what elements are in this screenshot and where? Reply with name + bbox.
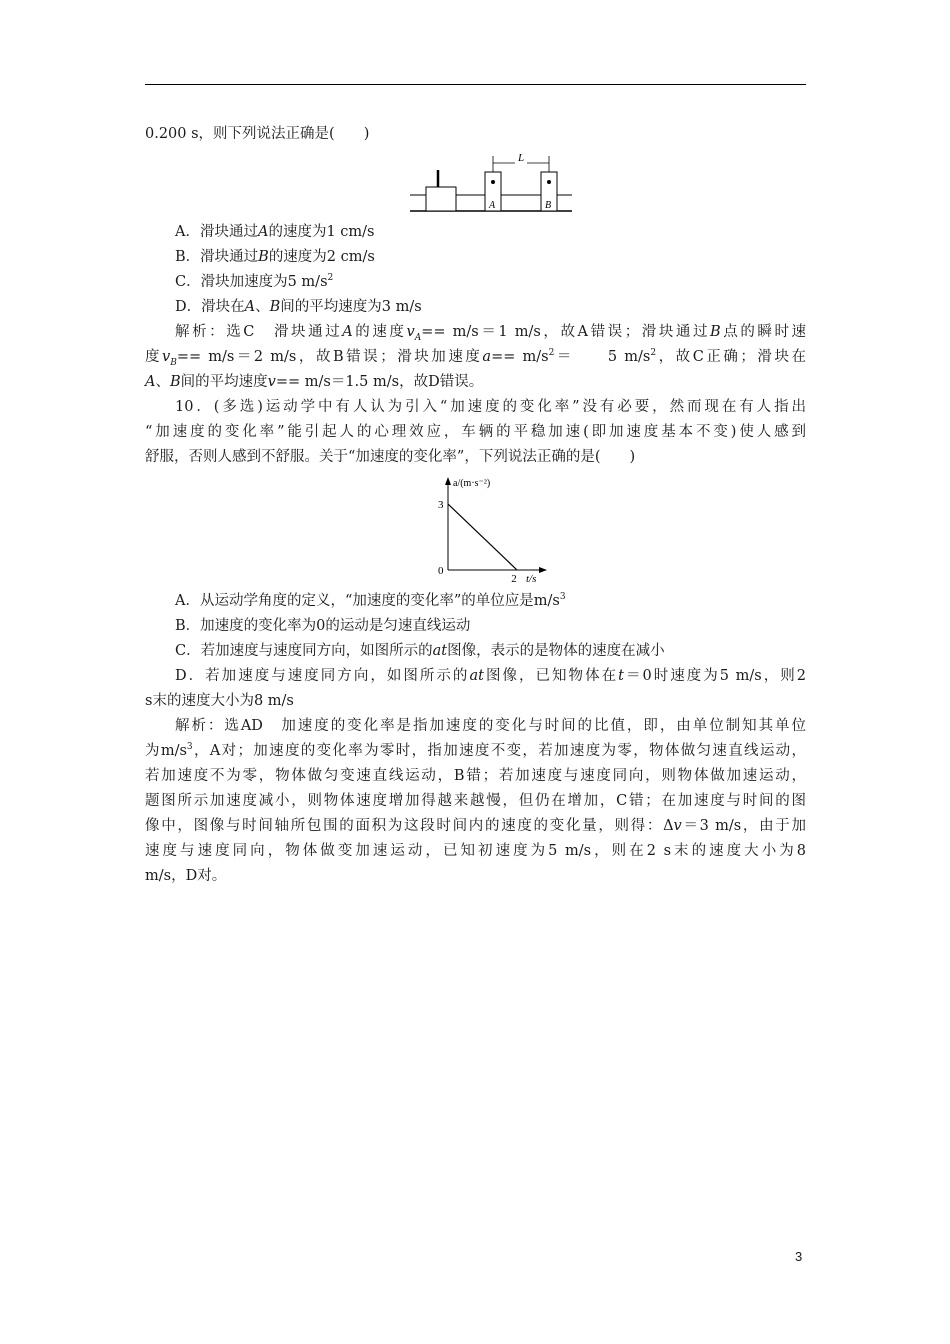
q10-stem-line2: “加速度的变化率”能引起人的心理效应，车辆的平稳加速(即加速度基本不变)使人感到 <box>145 424 806 440</box>
q10-stem-line3: 舒服，否则人感到不舒服。关于“加速度的变化率”，下列说法正确的是( ) <box>145 449 636 465</box>
q9-analysis-line2: 度$v_B== m/s=2$ m/s，故B错误；滑块加速度$a== m/s^2=$ 5 $m/s^2$，故C正确；滑块在 <box>145 348 806 368</box>
q10-option-a: A．从运动学角度的定义，“加速度的变化率”的单位应是$m/s^3$ <box>175 592 566 609</box>
q10-analysis-line7: m/s，D对。 <box>145 868 227 884</box>
q9-option-b: B．滑块通过B的速度为2 cm/s <box>175 249 375 265</box>
q10-analysis-line6: 速度与速度同向，物体做变加速运动，已知初速度为5 m/s，则在2 s末的速度大小为8 <box>145 843 806 859</box>
x-axis-label: t/s <box>526 573 537 585</box>
q10-at-graph <box>428 474 550 586</box>
gate-a-dot <box>491 180 495 184</box>
q10-analysis-line1: 解析：选AD 加速度的变化率是指加速度的变化与时间的比值，即，由单位制知其单位 <box>175 718 806 734</box>
q9-option-c: C．滑块加速度为5 $m/s^2$ <box>175 273 334 290</box>
q10-analysis-line2: 为$m/s^3$，A对；加速度的变化率为零时，指加速度不变，若加速度为零，物体做匀速直线运动， <box>145 742 807 759</box>
label-b: B <box>544 200 552 211</box>
at-line <box>448 504 517 570</box>
q10-analysis-line4: 题图所示加速度减小，则物体速度增加得越来越慢，但仍在增加，C错；在加速度与时间的图 <box>145 793 806 809</box>
q9-option-d: D．滑块在A、B间的平均速度为3 m/s <box>175 299 422 315</box>
y-tick-label: 3 <box>438 499 444 511</box>
page-number: 3 <box>795 1249 803 1264</box>
q10-option-b: B．加速度的变化率为0的运动是匀速直线运动 <box>175 618 471 634</box>
q9-option-a: A．滑块通过A的速度为1 cm/s <box>175 224 375 240</box>
q10-option-d-line2: s末的速度大小为8 m/s <box>145 693 294 709</box>
q9-analysis-line1: 解析：选C 滑块通过A的速度$v_A== m/s=1$ m/s，故A错误；滑块通过B点的瞬时速 <box>175 324 807 343</box>
q10-analysis-line5: 像中，图像与时间轴所包围的面积为这段时间内的速度的变化量，则得：Δv＝3 m/s，由于加 <box>145 818 806 834</box>
y-axis-label: a/(m·s⁻²) <box>453 478 491 489</box>
label-l: L <box>517 152 525 164</box>
q9-analysis-line3: A、B间的平均速度v== m/s＝1.5 m/s，故D错误。 <box>145 374 484 390</box>
y-axis-arrow <box>445 477 451 485</box>
origin-label: 0 <box>438 565 444 577</box>
slider-block <box>426 187 456 211</box>
q10-stem-line1: 10．(多选)运动学中有人认为引入“加速度的变化率”没有必要，然而现在有人指出 <box>175 399 806 415</box>
q9-stem: 0.200 s，则下列说法正确是( ) <box>145 126 370 142</box>
q10-analysis-line3: 若加速度不为零，物体做匀变速直线运动，B错；若加速度与速度同向，则物体做加速运动， <box>145 768 806 784</box>
x-axis-arrow <box>539 567 547 573</box>
q10-option-d-line1: D．若加速度与速度同方向，如图所示的at图像，已知物体在t＝0时速度为5 m/s，则2 <box>175 668 806 684</box>
label-a: A <box>488 200 496 211</box>
q9-track-figure <box>408 150 574 214</box>
gate-b-dot <box>547 180 551 184</box>
x-tick-label: 2 <box>511 573 517 585</box>
q10-option-c: C．若加速度与速度同方向，如图所示的at图像，表示的是物体的速度在减小 <box>175 643 665 659</box>
header-rule <box>145 84 806 85</box>
